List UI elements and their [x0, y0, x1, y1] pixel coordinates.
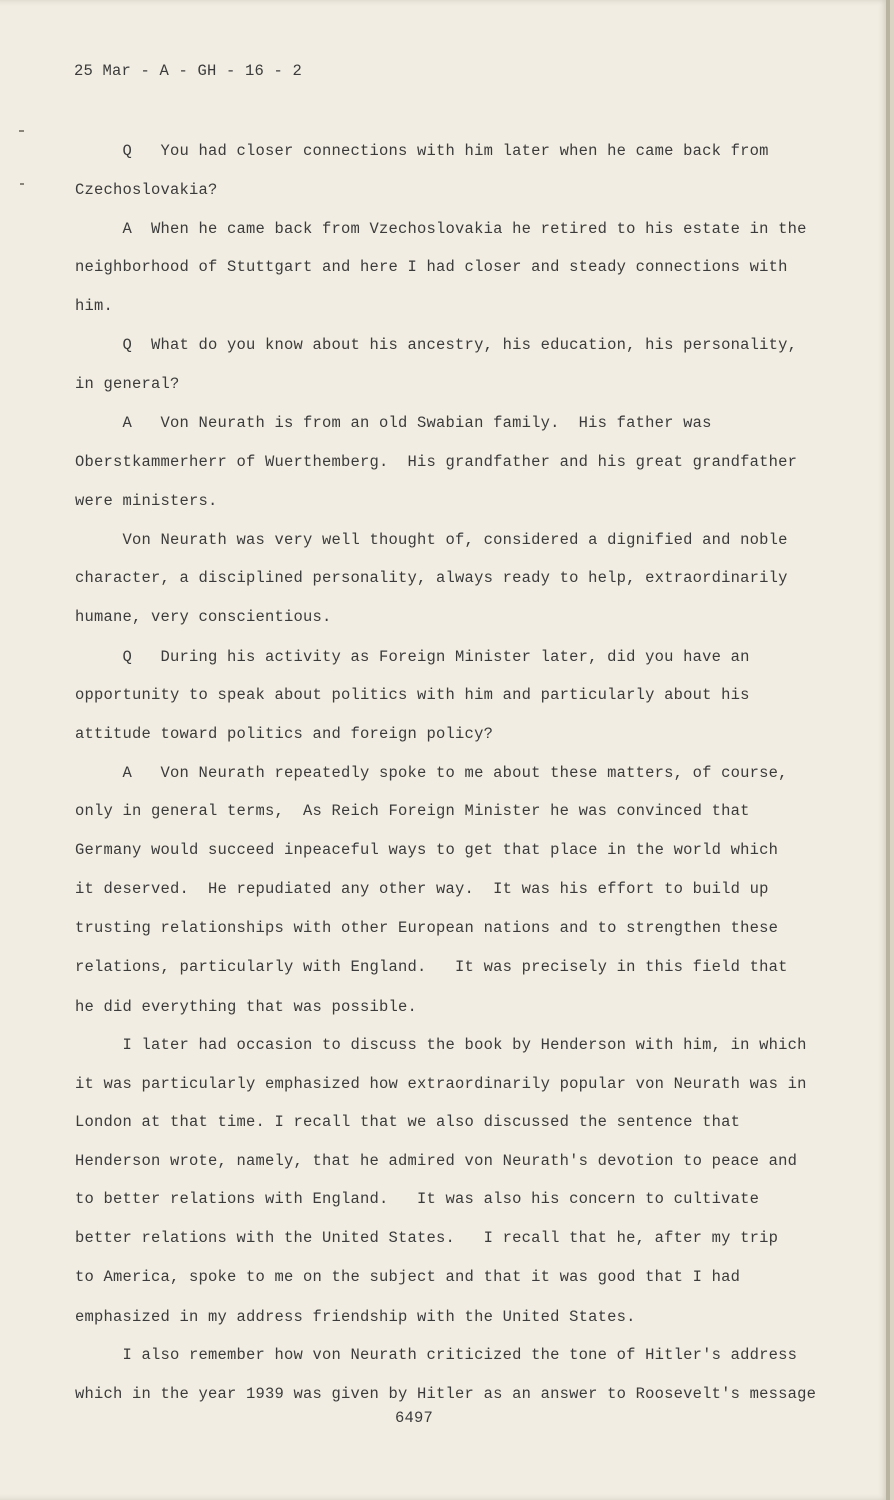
- page-edge: [886, 0, 890, 1500]
- margin-mark-1: [19, 130, 24, 132]
- margin-mark-2: [20, 183, 24, 185]
- text-line: to better relations with England. It was also his concern to cultivate: [75, 1190, 760, 1208]
- text-line: humane, very conscientious.: [75, 608, 332, 626]
- text-line: Germany would succeed inpeaceful ways to get that place in the world which: [75, 841, 779, 859]
- text-line: Q What do you know about his ancestry, his education, his personality,: [75, 336, 798, 354]
- text-line: character, a disciplined personality, always ready to help, extraordinarily: [75, 569, 788, 587]
- text-line: Czechoslovakia?: [75, 181, 218, 199]
- text-line: only in general terms, As Reich Foreign Minister he was convinced that: [75, 802, 750, 820]
- text-line: better relations with the United States. I recall that he, after my trip: [75, 1229, 779, 1247]
- text-line: it deserved. He repudiated any other way. It was his effort to build up: [75, 880, 769, 898]
- text-line: to America, spoke to me on the subject and that it was good that I had: [75, 1268, 741, 1286]
- text-line: it was particularly emphasized how extraordinarily popular von Neurath was in: [75, 1075, 807, 1093]
- text-line: relations, particularly with England. It was precisely in this field that: [75, 958, 788, 976]
- text-line: A Von Neurath repeatedly spoke to me about these matters, of course,: [75, 764, 788, 782]
- text-line: emphasized in my address friendship with the United States.: [75, 1308, 636, 1326]
- text-line: A When he came back from Vzechoslovakia he retired to his estate in the: [75, 220, 807, 238]
- text-line: Von Neurath was very well thought of, considered a dignified and noble: [75, 531, 788, 549]
- document-header: 25 Mar - A - GH - 16 - 2: [74, 62, 303, 80]
- text-line: in general?: [75, 375, 180, 393]
- text-line: attitude toward politics and foreign policy?: [75, 725, 494, 743]
- text-line: neighborhood of Stuttgart and here I had closer and steady connections with: [75, 258, 788, 276]
- text-line: him.: [75, 297, 114, 315]
- text-line: he did everything that was possible.: [75, 998, 418, 1016]
- text-line: Oberstkammerherr of Wuerthemberg. His grandfather and his great grandfather: [75, 453, 798, 471]
- page-number: 6497: [395, 1409, 434, 1427]
- text-line: I later had occasion to discuss the book by Henderson with him, in which: [75, 1036, 807, 1054]
- text-line: Q You had closer connections with him later when he came back from: [75, 142, 769, 160]
- text-line: I also remember how von Neurath criticized the tone of Hitler's address: [75, 1346, 798, 1364]
- text-line: Q During his activity as Foreign Minister later, did you have an: [75, 648, 750, 666]
- text-line: Henderson wrote, namely, that he admired von Neurath's devotion to peace and: [75, 1152, 798, 1170]
- text-line: trusting relationships with other European nations and to strengthen these: [75, 919, 779, 937]
- text-line: which in the year 1939 was given by Hitler as an answer to Roosevelt's message: [75, 1385, 817, 1403]
- text-line: were ministers.: [75, 492, 218, 510]
- text-line: London at that time. I recall that we also discussed the sentence that: [75, 1113, 741, 1131]
- text-line: opportunity to speak about politics with him and particularly about his: [75, 686, 750, 704]
- text-line: A Von Neurath is from an old Swabian family. His father was: [75, 414, 712, 432]
